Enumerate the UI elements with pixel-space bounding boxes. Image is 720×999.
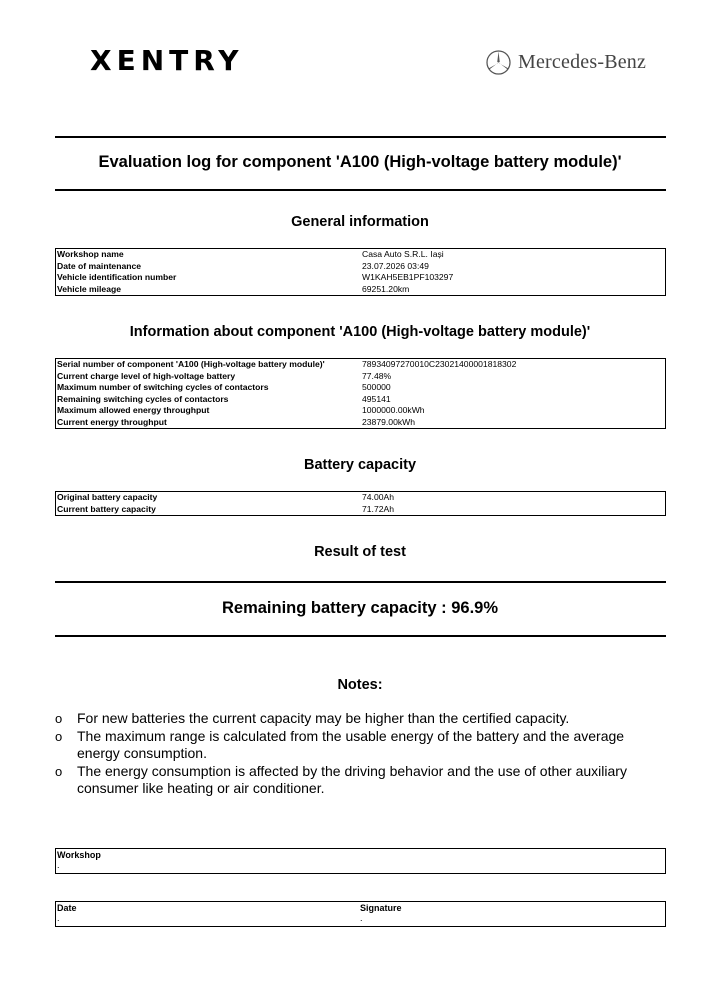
row-value: 77.48% [362, 370, 392, 381]
signature-label: Signature [360, 903, 402, 913]
table-row [56, 359, 666, 371]
row-label: Remaining switching cycles of contactors [57, 393, 229, 404]
table-row [56, 371, 666, 383]
table-row [56, 272, 666, 284]
table-row [56, 405, 666, 417]
table-row [56, 492, 666, 504]
bullet-icon: o [55, 763, 63, 779]
workshop-box [55, 848, 666, 874]
row-value: 23.07.2026 03:49 [362, 260, 429, 271]
battery-capacity-table [55, 491, 666, 516]
row-value: 78934097270010C23021400001818302 [362, 359, 517, 369]
row-label: Current battery capacity [57, 503, 156, 514]
result-rule-bottom [55, 635, 666, 637]
row-label: Serial number of component 'A100 (High-voltage battery module)' [57, 359, 325, 369]
general-info-table [55, 248, 666, 296]
result-heading: Result of test [314, 544, 406, 560]
table-row [56, 261, 666, 273]
mercedes-benz-wordmark: Mercedes-Benz [518, 51, 647, 73]
result-rule-top [55, 581, 666, 583]
bullet-icon: o [55, 711, 63, 726]
component-info-table [55, 358, 666, 429]
row-value: 23879.00kWh [362, 416, 416, 427]
date-placeholder: . [57, 913, 60, 923]
row-label: Workshop name [57, 249, 124, 259]
table-row [56, 249, 666, 261]
note-item [55, 710, 655, 728]
bullet-icon: o [55, 728, 63, 744]
date-signature-box [55, 901, 666, 927]
row-label: Maximum number of switching cycles of contactors [57, 382, 269, 392]
component-info-heading: Information about component 'A100 (High-voltage battery module)' [129, 324, 591, 340]
remaining-capacity-result: Remaining battery capacity : 96.9% [221, 599, 499, 617]
mercedes-star-icon [486, 50, 511, 75]
row-value: 69251.20km [362, 283, 410, 294]
table-row [56, 417, 666, 429]
mercedes-benz-logo [486, 50, 646, 75]
title-rule-bottom [55, 189, 666, 191]
note-item [55, 728, 655, 763]
page-title: Evaluation log for component 'A100 (High-voltage battery module)' [98, 153, 622, 171]
battery-capacity-heading: Battery capacity [303, 457, 417, 473]
workshop-placeholder: . [57, 860, 60, 870]
note-text: The maximum range is calculated from the usable energy of the battery and the average energy consumption. [77, 727, 625, 761]
date-label: Date [57, 903, 77, 913]
note-text: The energy consumption is affected by the driving behavior and the use of other auxiliary consumer like heating or air conditioner. [77, 762, 627, 796]
row-value: 500000 [362, 382, 391, 392]
row-label: Vehicle mileage [57, 283, 122, 294]
note-text: For new batteries the current capacity may be higher than the certified capacity. [77, 710, 570, 726]
row-value: 1000000.00kWh [362, 405, 425, 415]
table-row [56, 284, 666, 296]
workshop-label: Workshop [57, 850, 101, 860]
row-label: Maximum allowed energy throughput [57, 405, 210, 415]
row-label: Current energy throughput [57, 416, 167, 427]
row-value: 71.72Ah [362, 503, 395, 514]
row-label: Date of maintenance [57, 260, 142, 271]
row-label: Vehicle identification number [57, 272, 177, 282]
general-info-heading: General information [291, 214, 429, 230]
row-value: Casa Auto S.R.L. Iași [362, 249, 444, 259]
row-label: Original battery capacity [57, 492, 158, 502]
row-value: W1KAH5EB1PF103297 [362, 272, 454, 282]
table-row [56, 504, 666, 516]
table-row [56, 382, 666, 394]
signature-placeholder: . [360, 913, 363, 923]
row-label: Current charge level of high-voltage battery [57, 370, 236, 381]
row-value: 74.00Ah [362, 492, 395, 502]
xentry-logo: XENTRY [90, 44, 244, 77]
title-rule-top [55, 136, 666, 138]
note-item [55, 763, 655, 798]
notes-list [55, 710, 655, 798]
row-value: 495141 [362, 393, 391, 404]
notes-heading: Notes: [337, 677, 383, 693]
table-row [56, 394, 666, 406]
